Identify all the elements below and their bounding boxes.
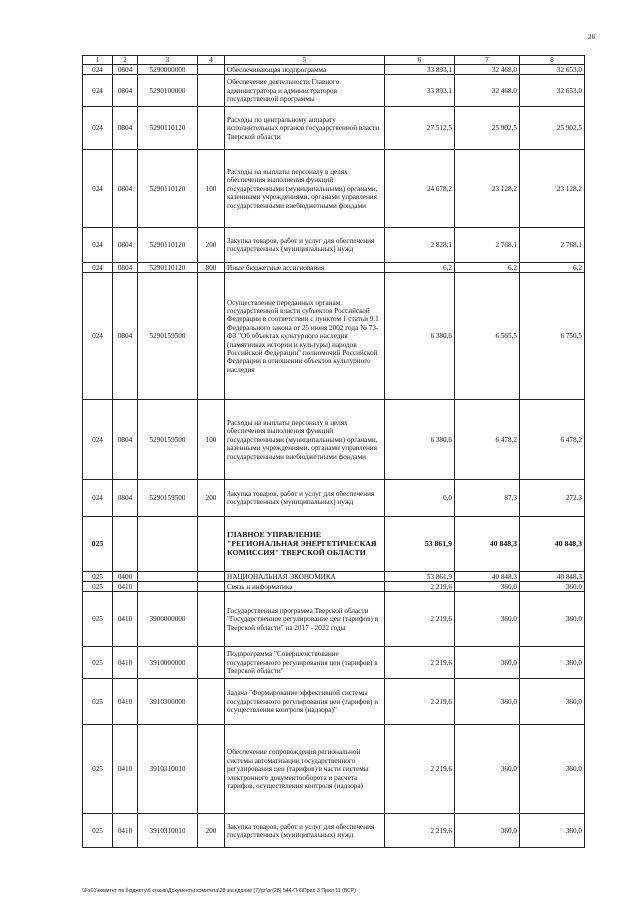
target-article-cell	[138, 572, 198, 582]
table-row	[83, 814, 585, 848]
section-code-cell: 0410	[113, 814, 138, 848]
expense-type-cell	[198, 592, 225, 647]
admin-code-cell: 024	[83, 400, 113, 480]
amount-year1-cell: 2 219,6	[385, 814, 455, 848]
amount-year3-cell: 272,3	[520, 480, 585, 517]
target-article-cell: 5290110120	[138, 150, 198, 228]
section-code-cell: 0410	[113, 647, 138, 679]
section-code-cell: 0410	[113, 582, 138, 592]
amount-year1-cell: 6 380,6	[385, 400, 455, 480]
section-code-cell: 0804	[113, 107, 138, 150]
table-row	[83, 65, 585, 75]
table-row	[83, 725, 585, 814]
admin-code-cell: 025	[83, 725, 113, 814]
table-row	[83, 480, 585, 517]
target-article-cell: 3910000000	[138, 647, 198, 679]
amount-year3-cell: 360,0	[520, 592, 585, 647]
item-name-cell: НАЦИОНАЛЬНАЯ ЭКОНОМИКА	[225, 572, 385, 582]
header-cell: 4	[198, 56, 225, 65]
item-name-cell: Обеспечение сопровождения региональной системы автоматизации государственного регулирования цен (тарифов) в части системы электронного документооборота и расчета тарифов, осуществления контроля (надзора)	[225, 725, 385, 814]
admin-code-cell: 025	[83, 814, 113, 848]
admin-code-cell: 024	[83, 107, 113, 150]
amount-year1-cell: 6,2	[385, 263, 455, 273]
expense-type-cell	[198, 725, 225, 814]
amount-year2-cell: 6 565,5	[455, 273, 520, 400]
amount-year2-cell: 6 478,2	[455, 400, 520, 480]
expense-type-cell: 800	[198, 263, 225, 273]
header-cell: 3	[138, 56, 198, 65]
table-row	[83, 572, 585, 582]
amount-year3-cell: 360,0	[520, 814, 585, 848]
amount-year3-cell: 32 653,0	[520, 75, 585, 107]
amount-year2-cell: 360,0	[455, 647, 520, 679]
amount-year1-cell: 53 861,9	[385, 517, 455, 572]
amount-year3-cell: 6 750,5	[520, 273, 585, 400]
file-path-footer: \\Fs01\комитет по бюджету\6 созыв\Документы комитета\28 заседание (7)\рг\рг(28) 544-П-6\Прил 3 Прил 11 (ВСР)	[82, 888, 357, 894]
amount-year1-cell: 33 893,1	[385, 75, 455, 107]
item-name-cell: Подпрограмма "Совершенствование государственного регулирования цен (тарифов) в Тверской области"	[225, 647, 385, 679]
item-name-cell: Обеспечивающая подпрограмма	[225, 65, 385, 75]
table-row	[83, 263, 585, 273]
expense-type-cell	[198, 517, 225, 572]
amount-year1-cell: 2 219,6	[385, 725, 455, 814]
item-name-cell: Связь и информатика	[225, 582, 385, 592]
target-article-cell: 5290000000	[138, 65, 198, 75]
table-row	[83, 647, 585, 679]
amount-year2-cell: 360,0	[455, 582, 520, 592]
amount-year2-cell: 23 128,2	[455, 150, 520, 228]
item-name-cell: Закупка товаров, работ и услуг для обеспечения государственных (муниципальных) нужд	[225, 480, 385, 517]
header-cell: 2	[113, 56, 138, 65]
target-article-cell: 5290159500	[138, 273, 198, 400]
amount-year1-cell: 2 219,6	[385, 679, 455, 725]
table-row	[83, 273, 585, 400]
section-code-cell: 0804	[113, 263, 138, 273]
amount-year3-cell: 6 478,2	[520, 400, 585, 480]
target-article-cell: 3900000000	[138, 592, 198, 647]
expense-type-cell	[198, 679, 225, 725]
target-article-cell: 5290110120	[138, 107, 198, 150]
amount-year3-cell: 2 768,1	[520, 228, 585, 263]
table-row	[83, 679, 585, 725]
expense-type-cell: 200	[198, 814, 225, 848]
amount-year1-cell: 6 380,6	[385, 273, 455, 400]
amount-year1-cell: 33 893,1	[385, 65, 455, 75]
amount-year3-cell: 25 902,5	[520, 107, 585, 150]
expense-type-cell: 200	[198, 228, 225, 263]
page-number: 26	[588, 33, 595, 41]
amount-year2-cell: 360,0	[455, 725, 520, 814]
amount-year3-cell: 23 128,2	[520, 150, 585, 228]
target-article-cell	[138, 517, 198, 572]
admin-code-cell: 024	[83, 480, 113, 517]
amount-year3-cell: 360,0	[520, 679, 585, 725]
table-row	[83, 592, 585, 647]
expense-type-cell	[198, 647, 225, 679]
section-code-cell: 0410	[113, 592, 138, 647]
item-name-cell: ГЛАВНОЕ УПРАВЛЕНИЕ "РЕГИОНАЛЬНАЯ ЭНЕРГЕТИЧЕСКАЯ КОМИССИЯ" ТВЕРСКОЙ ОБЛАСТИ	[225, 517, 385, 572]
amount-year2-cell: 40 848,3	[455, 572, 520, 582]
table-row	[83, 107, 585, 150]
section-code-cell: 0410	[113, 725, 138, 814]
admin-code-cell: 025	[83, 582, 113, 592]
expense-type-cell: 100	[198, 150, 225, 228]
amount-year1-cell: 0,0	[385, 480, 455, 517]
amount-year2-cell: 2 768,1	[455, 228, 520, 263]
expense-type-cell	[198, 273, 225, 400]
item-name-cell: Задача "Формирование эффективной системы государственного регулирования цен (тарифов) и осуществления контроля (надзора)"	[225, 679, 385, 725]
header-cell: 5	[225, 56, 385, 65]
table-body	[83, 65, 585, 848]
item-name-cell: Иные бюджетные ассигнования	[225, 263, 385, 273]
table-row	[83, 75, 585, 107]
section-code-cell: 0804	[113, 150, 138, 228]
target-article-cell: 3910300000	[138, 679, 198, 725]
amount-year2-cell: 360,0	[455, 814, 520, 848]
target-article-cell: 5290110120	[138, 228, 198, 263]
item-name-cell: Осуществление переданных органам государственной власти субъектов Российской Федерации в соответствии с пунктом 1 статьи 9.1 Федерального закона от 25 июня 2002 года № 73-ФЗ "Об объектах культурного наследия (памятниках истории и культуры) народов Российской Федерации" полномочий Российской Федерации в отношении объектов культурного наследия	[225, 273, 385, 400]
item-name-cell: Расходы по центральному аппарату исполнительных органов государственной власти Тверской области	[225, 107, 385, 150]
amount-year2-cell: 6,2	[455, 263, 520, 273]
item-name-cell: Расходы на выплаты персоналу в целях обеспечения выполнения функций государственными (муниципальными) органами, казенными учреждениями, органами управления государственными внебюджетными фондами	[225, 400, 385, 480]
amount-year3-cell: 40 848,3	[520, 572, 585, 582]
expense-type-cell	[198, 572, 225, 582]
target-article-cell: 5290159500	[138, 480, 198, 517]
target-article-cell: 5290110120	[138, 263, 198, 273]
expense-type-cell: 100	[198, 400, 225, 480]
section-code-cell: 0804	[113, 400, 138, 480]
expense-type-cell	[198, 75, 225, 107]
header-cell: 8	[520, 56, 585, 65]
expense-type-cell	[198, 107, 225, 150]
section-code-cell: 0804	[113, 480, 138, 517]
section-code-cell: 0400	[113, 572, 138, 582]
admin-code-cell: 025	[83, 592, 113, 647]
section-code-cell	[113, 517, 138, 572]
expense-type-cell	[198, 65, 225, 75]
section-code-cell: 0804	[113, 228, 138, 263]
item-name-cell: Закупка товаров, работ и услуг для обеспечения государственных (муниципальных) нужд	[225, 228, 385, 263]
admin-code-cell: 024	[83, 150, 113, 228]
admin-code-cell: 024	[83, 75, 113, 107]
amount-year3-cell: 40 848,3	[520, 517, 585, 572]
header-row	[83, 56, 585, 65]
item-name-cell: Государственная программа Тверской области "Государственное регулирование цен (тарифов) в Тверской области" на 2017 - 2022 годы	[225, 592, 385, 647]
amount-year2-cell: 87,3	[455, 480, 520, 517]
amount-year3-cell: 32 653,0	[520, 65, 585, 75]
amount-year2-cell: 360,0	[455, 592, 520, 647]
admin-code-cell: 024	[83, 263, 113, 273]
header-cell: 7	[455, 56, 520, 65]
amount-year2-cell: 40 848,3	[455, 517, 520, 572]
header-cell: 1	[83, 56, 113, 65]
amount-year2-cell: 360,0	[455, 679, 520, 725]
target-article-cell: 3910310010	[138, 814, 198, 848]
amount-year3-cell: 360,0	[520, 647, 585, 679]
target-article-cell: 5290159500	[138, 400, 198, 480]
amount-year3-cell: 6,2	[520, 263, 585, 273]
admin-code-cell: 024	[83, 228, 113, 263]
amount-year1-cell: 2 219,6	[385, 647, 455, 679]
table-row	[83, 150, 585, 228]
item-name-cell: Закупка товаров, работ и услуг для обеспечения государственных (муниципальных) нужд	[225, 814, 385, 848]
amount-year1-cell: 2 828,1	[385, 228, 455, 263]
table-row	[83, 582, 585, 592]
expense-type-cell: 200	[198, 480, 225, 517]
amount-year2-cell: 32 468,0	[455, 65, 520, 75]
target-article-cell	[138, 582, 198, 592]
admin-code-cell: 024	[83, 65, 113, 75]
admin-code-cell: 024	[83, 273, 113, 400]
section-code-cell: 0410	[113, 679, 138, 725]
amount-year1-cell: 2 219,6	[385, 592, 455, 647]
table-row	[83, 228, 585, 263]
table-row	[83, 400, 585, 480]
section-code-cell: 0804	[113, 75, 138, 107]
table-row	[83, 517, 585, 572]
amount-year3-cell: 360,0	[520, 725, 585, 814]
amount-year1-cell: 24 678,2	[385, 150, 455, 228]
amount-year1-cell: 53 861,9	[385, 572, 455, 582]
budget-table	[82, 55, 585, 848]
header-cell: 6	[385, 56, 455, 65]
admin-code-cell: 025	[83, 517, 113, 572]
amount-year2-cell: 25 902,5	[455, 107, 520, 150]
amount-year1-cell: 27 512,5	[385, 107, 455, 150]
target-article-cell: 3910310010	[138, 725, 198, 814]
item-name-cell: Расходы на выплаты персоналу в целях обеспечения выполнения функций государственными (муниципальными) органами, казенными учреждениями, органами управления государственными внебюджетными фондами	[225, 150, 385, 228]
amount-year3-cell: 360,0	[520, 582, 585, 592]
admin-code-cell: 025	[83, 679, 113, 725]
target-article-cell: 5290100000	[138, 75, 198, 107]
section-code-cell: 0804	[113, 273, 138, 400]
expense-type-cell	[198, 582, 225, 592]
section-code-cell: 0804	[113, 65, 138, 75]
amount-year1-cell: 2 219,6	[385, 582, 455, 592]
admin-code-cell: 025	[83, 572, 113, 582]
admin-code-cell: 025	[83, 647, 113, 679]
amount-year2-cell: 32 468,0	[455, 75, 520, 107]
item-name-cell: Обеспечение деятельности Главного администратора и администраторов государственной программы	[225, 75, 385, 107]
